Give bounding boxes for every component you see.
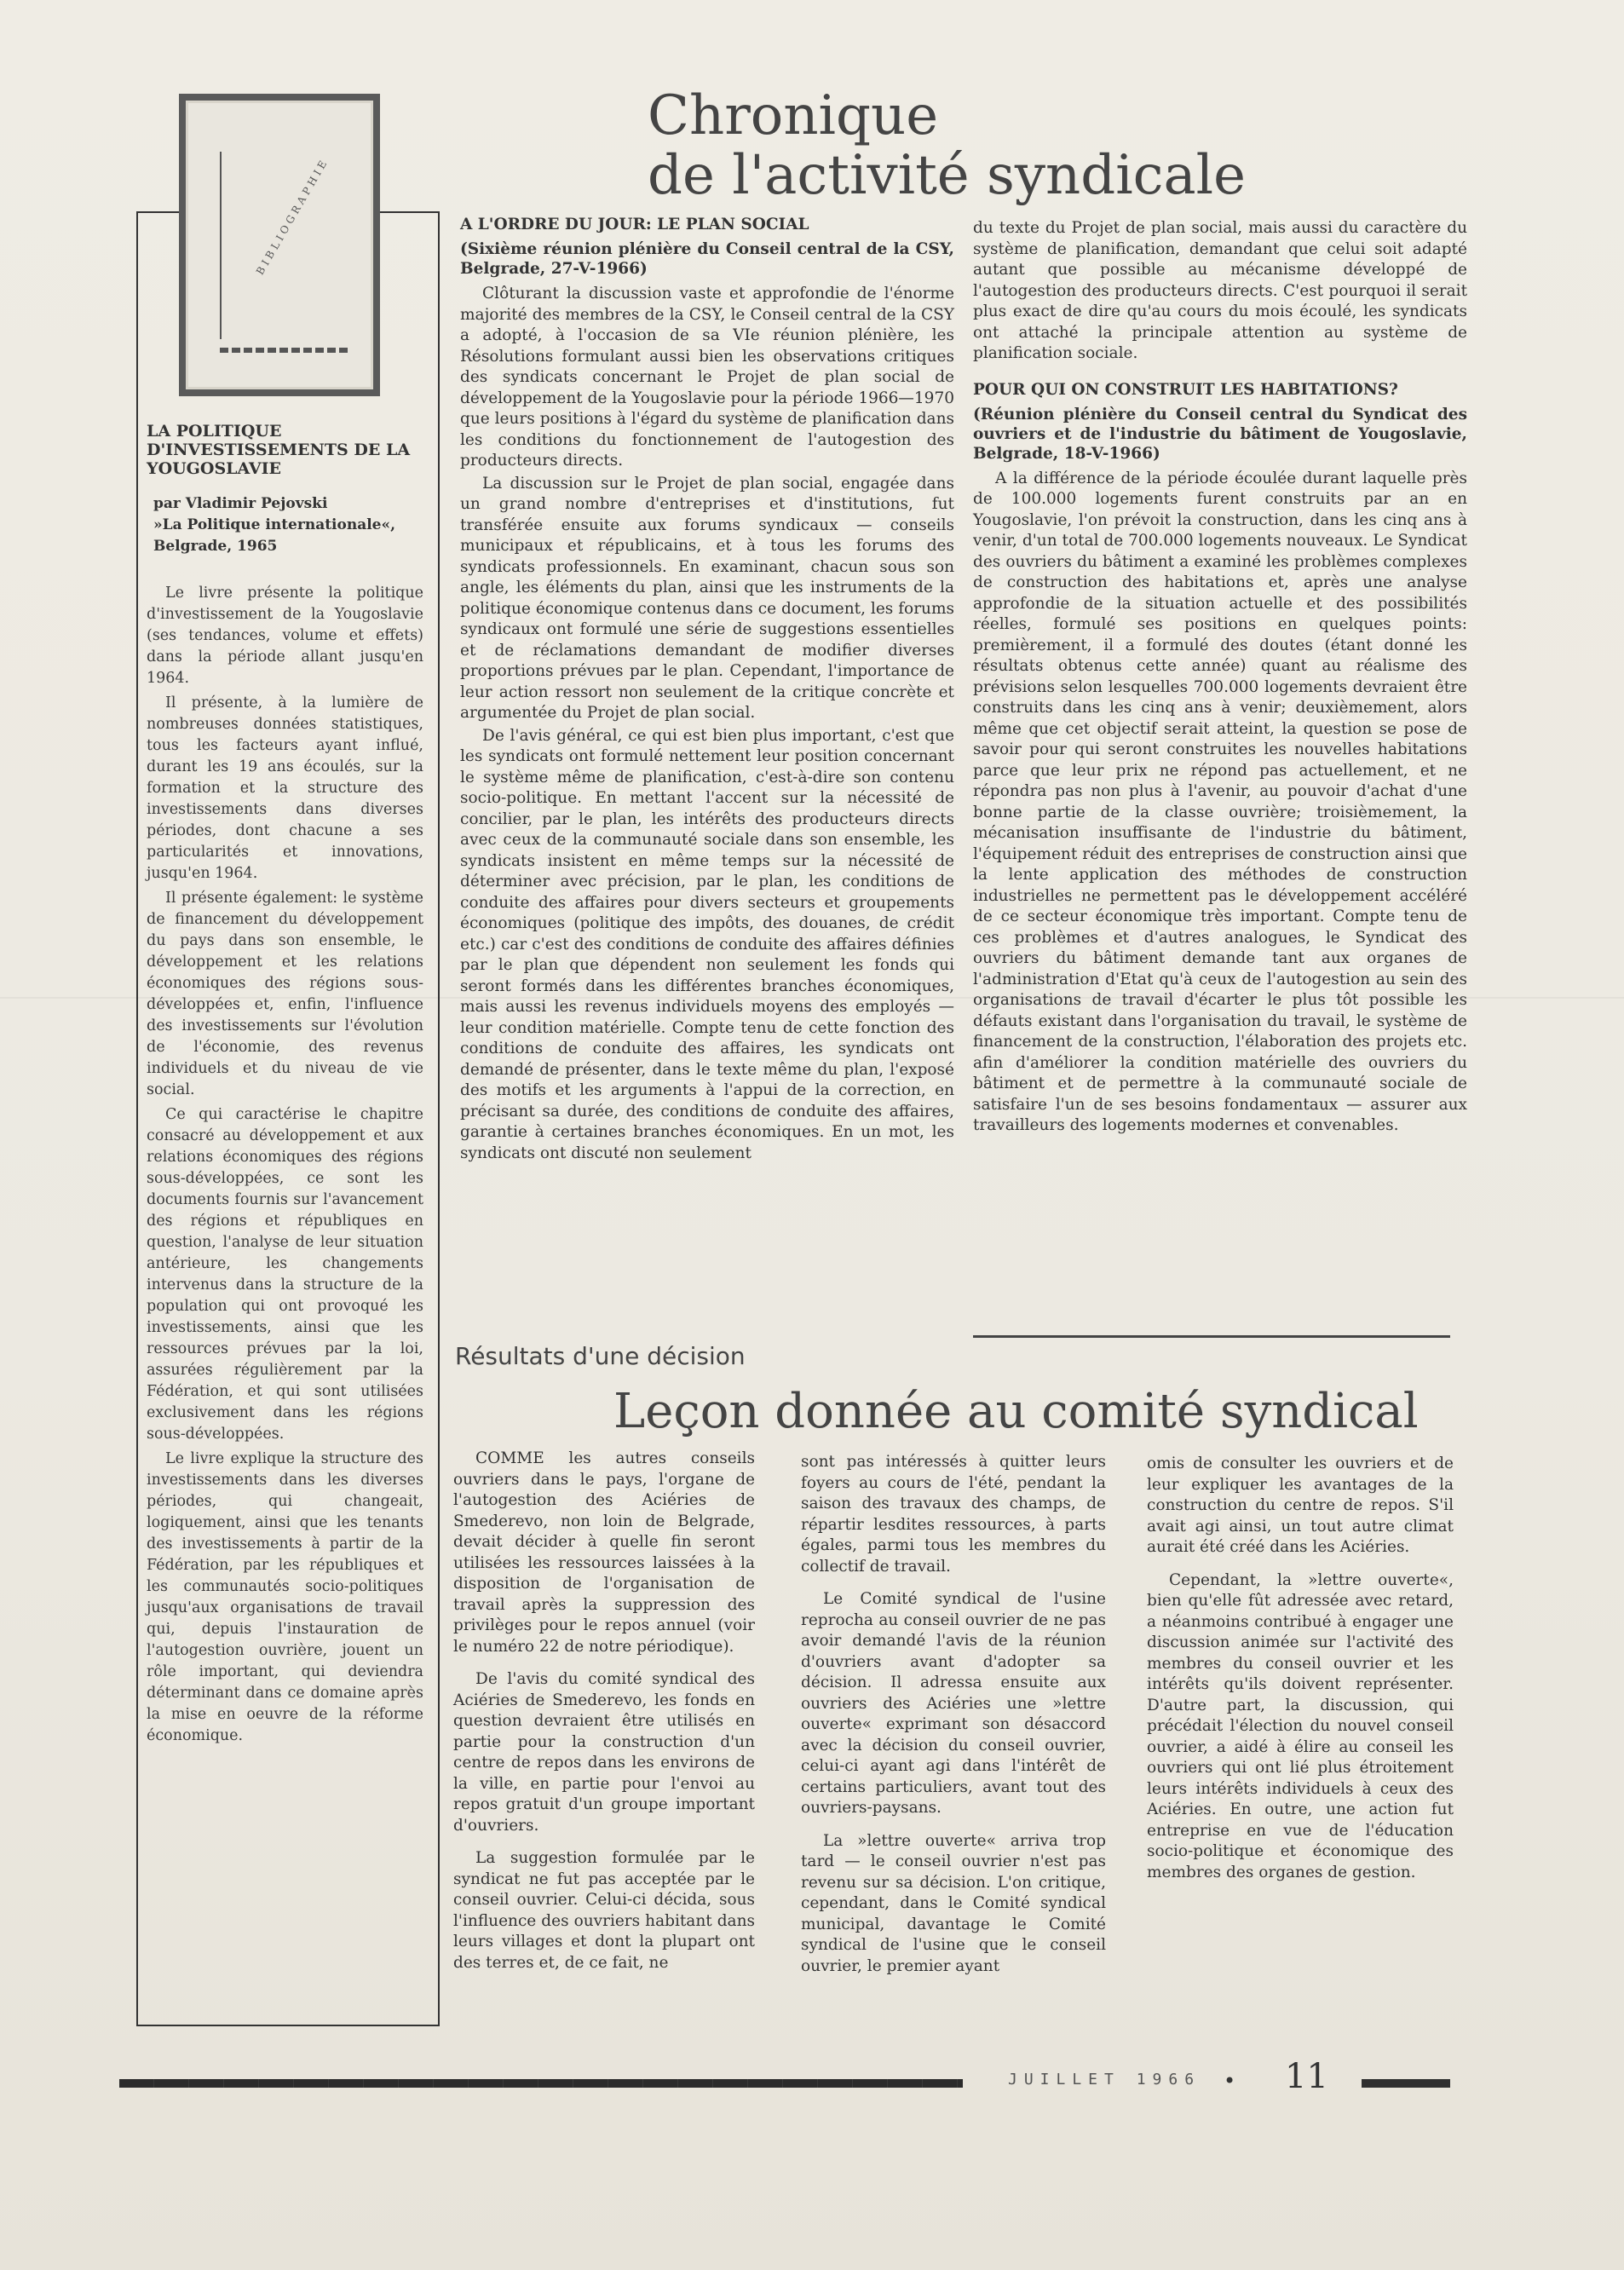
- cover-spine-line: [220, 152, 222, 339]
- article2-paragraph: Cependant, la »lettre ouverte«, bien qu'elle fût adressée avec retard, a néanmoins contribué à engager une discussion animée sur l'activité des membres du conseil ouvrier et les intérêts qu'ils doivent représenter. D'autre part, la discussion, qui précédait l'élection du nouvel conseil ouvrier, a aidé à élire au conseil les ouvriers qui ont lié plus étroitement leurs intérêts individuels à ceux des Aciéries. En outre, une action fut entreprise en vue de l'éducation socio-politique et économique des membres des organes de gestion.: [1147, 1570, 1454, 1881]
- article1-continuation: du texte du Projet de plan social, mais aussi du caractère du système de planification, demandant que celui soit adapté autant que possible au mécanisme développé de l'autogestion des producteurs directs. C'est pourquoi il serait plus exact de dire qu'au cours du mois écoulé, les syndicats ont attaché la principale attention au système de planification sociale.: [973, 219, 1467, 362]
- review-paragraph: Il présente également: le système de financement du développement du pays dans son ensemble, le développement et les relations économiques des régions sous-développées et, enfin, l'influence des investissements sur l'évolution de l'économie, des revenus individuels et du niveau de vie social.: [147, 890, 423, 1098]
- article1-paragraph: A la différence de la période écoulée durant laquelle près de 100.000 logements furent construits par an en Yougoslavie, l'on prévoit la construction, dans les cinq ans à venir, d'un total de 700.000 logements nouveaux. Le Syndicat des ouvriers du bâtiment a examiné les problèmes complexes de construction des habitations et, après une analyse approfondie de la situation actuelle et des possibilités réelles, formulé ses positions en quelques points: premièrement, il a formulé des doutes (étant donné les résultats obtenus cette année) quant au réalisme des prévisions selon lesquelles 700.000 logements devraient être construits dans les cinq ans à venir; deuxièmement, alors même que cet objectif serait atteint, la question se pose de savoir pour qui seront construites les nouvelles habitations parce que leur prix ne répond pas actuellement, et ne répondra pas non plus à l'avenir, au pouvoir d'achat d'une bonne partie de la classe ouvrière; troisièmement, la mécanisation insuffisante de l'industrie du bâtiment, l'équipement réduit des entreprises de construction ainsi que la lente application des méthodes de construction industrielles ne permettent pas le développement accéléré de ce secteur économique très important. Compte tenu de ces problèmes et d'autres analogues, le Syndicat des ouvriers du bâtiment demande tant aux organes de l'administration d'Etat qu'à ceux de l'autogestion au sein des organisations de travail d'écarter le plus tôt possible les défauts existant dans l'organisation du travail, le système de financement de la construction, l'élaboration des projets etc. afin d'améliorer la condition matérielle des ouvriers du bâtiment et de permettre à la communauté sociale de satisfaire l'un de ses besoins fondamentaux — assurer aux travailleurs des logements modernes et convenables.: [973, 469, 1467, 1134]
- article1-subheading-2: (Réunion plénière du Conseil central du Syndicat des ouvriers et de l'industrie du bâtiment de Yougoslavie, Belgrade, 18-V-1966): [973, 405, 1467, 463]
- footer-rule-right: [1362, 2079, 1450, 2088]
- article1-heading: A L'ORDRE DU JOUR: LE PLAN SOCIAL: [460, 216, 809, 233]
- article2-paragraph: omis de consulter les ouvriers et de leur expliquer les avantages de la construction du centre de repos. S'il avait agi ainsi, un tout autre climat aurait été créé dans les Aciéries.: [1147, 1455, 1454, 1556]
- article2-paragraph: COMME les autres conseils ouvriers dans le pays, l'organe de l'autogestion des Aciéries de Smederevo, non loin de Belgrade, devait décider à quelle fin seront utilisées les ressources laissées à la disposition de l'organisation de travail après la suppression des privilèges pour le repos annuel (voir le numéro 22 de notre périodique).: [453, 1449, 755, 1656]
- section-divider: [973, 1335, 1450, 1338]
- article1-paragraph: Clôturant la discussion vaste et approfondie de l'énorme majorité des membres de la CSY, le Conseil central de la CSY a adopté, à l'occasion de sa VIe réunion plénière, les Résolutions formulant aussi bien les observations critiques des syndicats concernant le Projet de plan social de développement de la Yougoslavie pour la période 1966—1970 que leurs positions à l'égard du système de planification dans les conditions du fonctionnement de l'autogestion des producteurs directs.: [460, 285, 954, 470]
- article2-paragraph: La suggestion formulée par le syndicat ne fut pas acceptée par le conseil ouvrier. Celui-ci décida, sous l'influence des ouvriers habitant dans leurs villages et dont la plupart ont des terres et, de ce fait, ne: [453, 1849, 755, 1972]
- article1-column-b: [973, 218, 1467, 1138]
- footer-rule-left: [119, 2079, 963, 2088]
- article1-paragraph: De l'avis général, ce qui est bien plus important, c'est que les syndicats ont formulé nettement leur position concernant le système même de planification, c'est-à-dire son contenu socio-politique. En mettant l'accent sur la nécessité de concilier, par le plan, les intérêts des producteurs directs avec ceux de la communauté sociale dans son ensemble, les syndicats insistent en même temps sur la nécessité de déterminer avec précision, par le plan, les conditions de conduite des affaires pour divers secteurs et groupements économiques (politique des impôts, des douanes, de crédit etc.) car c'est des conditions de conduite des affaires définies par le plan que dépendent non seulement les fonds qui seront formés dans les différentes branches économiques, mais aussi les revenus individuels moyens des employés — leur condition matérielle. Compte tenu de cette fonction des conditions de conduite des affaires, les syndicats ont demandé de présenter, dans le texte même du plan, l'exposé des motifs et les arguments à l'appui de la correction, en précisant sa durée, des conditions de conduite des affaires, garantie à certaines branches économiques. En un mot, les syndicats ont discuté non seulement: [460, 726, 954, 1162]
- title-line-1: Chronique: [648, 84, 939, 147]
- book-author: par Vladimir Pejovski: [153, 495, 328, 512]
- cover-bar: [220, 348, 348, 353]
- page-number: 11: [1285, 2057, 1328, 2096]
- book-publisher: »La Politique internationale«, Belgrade, 1965: [153, 516, 396, 555]
- article2-paragraph: La »lettre ouverte« arriva trop tard — le conseil ouvrier n'est pas revenu sur sa décision. L'on critique, cependant, dans le Comité syndical municipal, davantage le Comité syndical de l'usine que le conseil ouvrier, le premier ayant: [801, 1831, 1106, 1975]
- article1-paragraph: La discussion sur le Projet de plan social, engagée dans un grand nombre d'entreprises et d'institutions, fut transférée ensuite aux forums syndicaux — conseils municipaux et républicains, et à tous les forums des syndicats professionnels. En examinant, chacun sous son angle, les éléments du plan, ainsi que les instruments de la politique économique contenus dans ce document, les forums syndicaux ont formulé une série de suggestions essentielles et de réclamations demandant de modifier diverses proportions prévues par le plan. Cependant, l'importance de leur action ressort non seulement de la critique concrète et argumentée du Projet de plan social.: [460, 474, 954, 722]
- footer-date: JUILLET 1966: [1008, 2071, 1201, 2089]
- footer-bullet: •: [1224, 2069, 1236, 2093]
- review-paragraph: Le livre présente la politique d'investissement de la Yougoslavie (ses tendances, volume et effets) dans la période allant jusqu'en 1964.: [147, 585, 423, 687]
- review-paragraph: Ce qui caractérise le chapitre consacré au développement et aux relations économiques des régions sous-développées, ce sont les documents fournis sur l'avancement des régions et républiques en question, l'analyse de leur situation antérieure, les changements intervenus dans la structure de la population qui ont provoqué les investissements, ainsi que les ressources prévues par la loi, assurées régulièrement par la Fédération, et qui sont utilisées exclusivement dans les régions sous-développées.: [147, 1106, 423, 1443]
- article2-kicker: Résultats d'une décision: [455, 1342, 746, 1370]
- article2-paragraph: Le Comité syndical de l'usine reprocha au conseil ouvrier de ne pas avoir demandé l'avis de la réunion d'ouvriers avant d'adopter sa décision. Il adressa ensuite aux ouvriers des Aciéries une »lettre ouverte« exprimant son désaccord avec la décision du conseil ouvrier, celui-ci ayant agi dans l'intérêt de certains particuliers, avant tout des ouvriers-paysans.: [801, 1590, 1106, 1817]
- article2-column-c: [1147, 1454, 1454, 1895]
- bibliography-review: [147, 422, 423, 1750]
- page-title: [648, 85, 1295, 206]
- book-title: LA POLITIQUE D'INVESTISSEMENTS DE LA YOUGOSLAVIE: [147, 422, 411, 478]
- article2-column-b: [801, 1452, 1106, 1989]
- article2-paragraph: De l'avis du comité syndical des Aciéries de Smederevo, les fonds en question devraient être utilisés en partie pour la construction d'un centre de repos dans les environs de la ville, en partie pour l'envoi au repos gratuit d'un groupe important d'ouvriers.: [453, 1670, 755, 1835]
- review-paragraph: Le livre explique la structure des investissements dans les diverses périodes, qui changeait, logiquement, ainsi que les tenants des investissements à partir de la Fédération, par les républiques et les communautés socio-politiques jusqu'aux organisations de travail qui, depuis l'instauration de l'autogestion ouvrière, jouent un rôle important, qui deviendra déterminant dans ce domaine après la mise en oeuvre de la réforme économique.: [147, 1450, 423, 1744]
- title-line-2: de l'activité syndicale: [648, 144, 1246, 207]
- cover-label: BIBLIOGRAPHIE: [254, 155, 331, 277]
- article2-paragraph: sont pas intéressés à quitter leurs foyers au cours de l'été, pendant la saison des travaux des champs, de répartir lesdites ressources, à parts égales, parmi tous les membres du collectif de travail.: [801, 1453, 1106, 1576]
- article2-column-a: [453, 1449, 755, 1985]
- article2-headline: Leçon donnée au comité syndical: [613, 1384, 1419, 1439]
- review-paragraph: Il présente, à la lumière de nombreuses données statistiques, tous les facteurs ayant influé, durant les 19 ans écoulés, sur la formation et la structure des investissements dans diverses périodes, dont chacune a ses particularités et innovations, jusqu'en 1964.: [147, 694, 423, 882]
- article1-subheading: (Sixième réunion plénière du Conseil central de la CSY, Belgrade, 27-V-1966): [460, 240, 954, 278]
- book-meta: [153, 493, 423, 557]
- book-cover-image: [179, 94, 380, 396]
- article1-heading-2: POUR QUI ON CONSTRUIT LES HABITATIONS?: [973, 380, 1398, 399]
- article1-column-a: [460, 215, 954, 1166]
